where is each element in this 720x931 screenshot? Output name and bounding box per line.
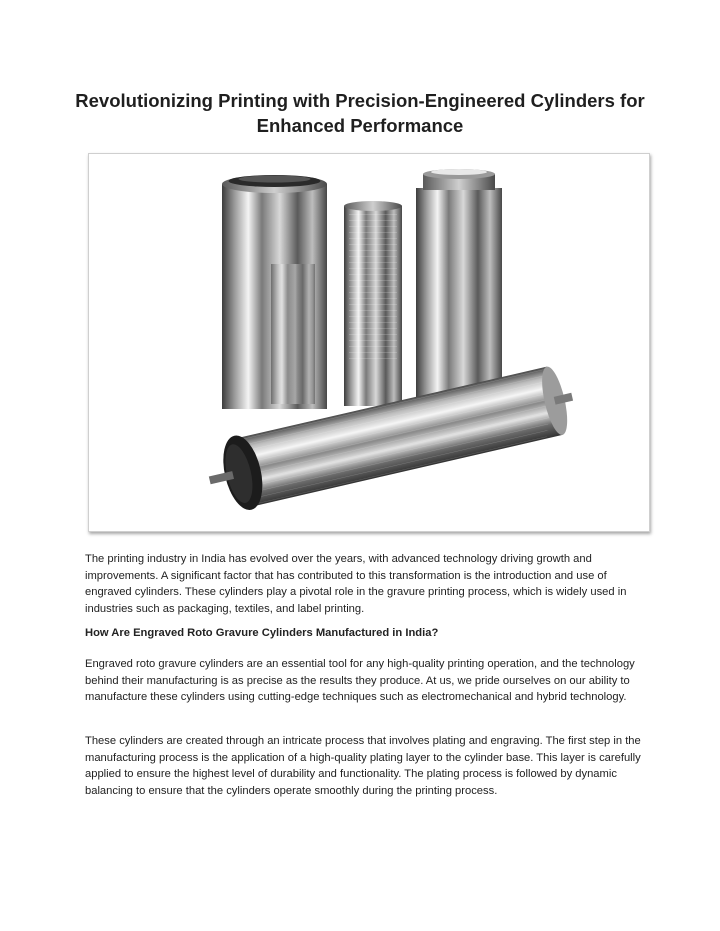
- cylinder-left: [222, 175, 327, 409]
- cylinder-middle: [344, 201, 402, 406]
- intro-paragraph: The printing industry in India has evolved over the years, with advanced technology driving growth and improvements. A significant factor that has contributed to this transformation is the introduction and use of engraved cylinders. These cylinders play a pivotal role in the gravure printing process, which is widely used in industries such as packaging, textiles, and label printing.: [85, 553, 627, 616]
- section-heading: How Are Engraved Roto Gravure Cylinders Manufactured in India?: [85, 627, 439, 639]
- process-paragraph: These cylinders are created through an intricate process that involves plating and engraving. The first step in the manufacturing process is the application of a high-quality plating layer to the cylinder base. This layer is carefully applied to ensure the highest level of durability and functionality. The plating process is followed by dynamic balancing to ensure that the cylinders operate smoothly during the printing process.: [85, 735, 641, 798]
- cylinders-illustration: [89, 154, 649, 531]
- page-title: Revolutionizing Printing with Precision-Engineered Cylinders for Enhanced Performance: [75, 90, 645, 136]
- manufacturing-paragraph: Engraved roto gravure cylinders are an essential tool for any high-quality printing operation, and the technology behind their manufacturing is as precise as the results they produce. At us, we pride ourselves on our ability to manufacture these cylinders using cutting-edge techniques such as electromechanical and hybrid technology.: [85, 658, 635, 704]
- cylinder-right: [416, 169, 502, 406]
- cylinders-photo: [88, 153, 650, 532]
